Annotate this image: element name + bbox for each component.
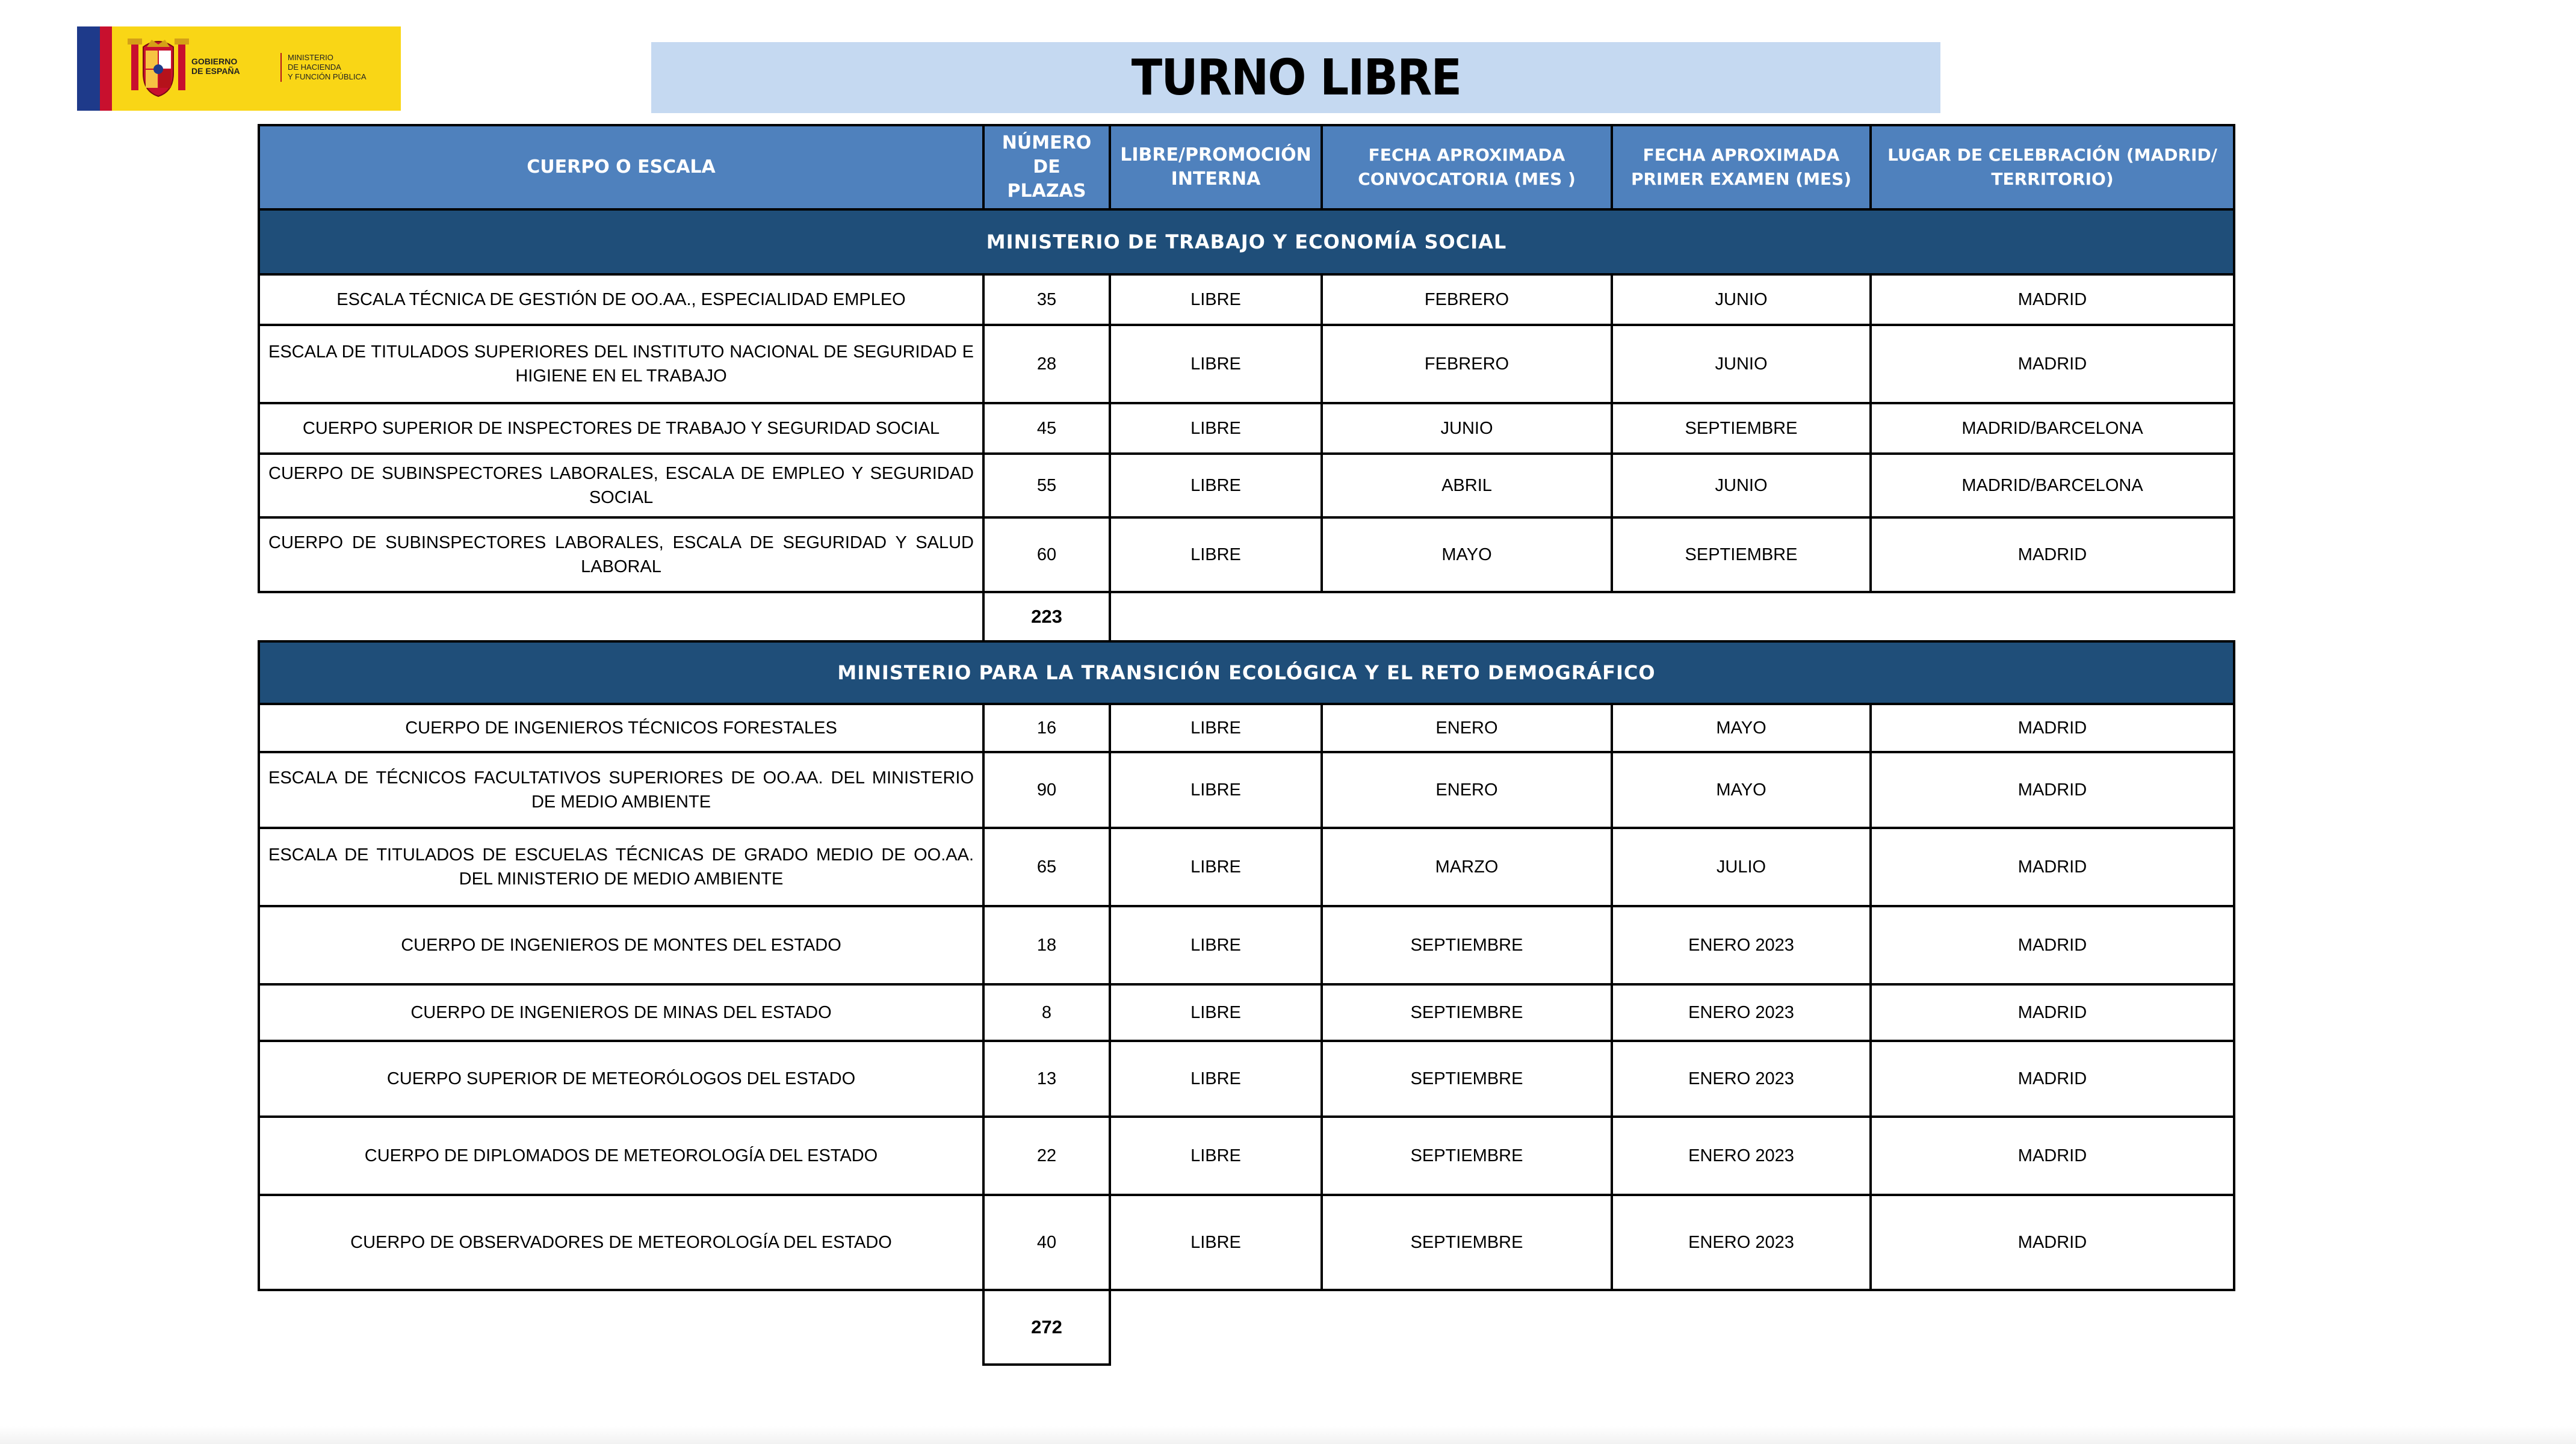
header-convocatoria: FECHA APROXIMADA CONVOCATORIA (MES ) [1322, 125, 1612, 209]
examen-cell: JUNIO [1612, 454, 1871, 517]
convocatoria-cell: SEPTIEMBRE [1322, 984, 1612, 1041]
lugar-cell: MADRID [1871, 1117, 2234, 1195]
examen-cell: JULIO [1612, 828, 1871, 906]
table-row [259, 1195, 2234, 1290]
convocatoria-cell: SEPTIEMBRE [1322, 1195, 1612, 1290]
convocatoria-cell: SEPTIEMBRE [1322, 1117, 1612, 1195]
spain-flag-stripe [100, 26, 112, 111]
header-libre: LIBRE/PROMOCIÓN INTERNA [1110, 125, 1322, 209]
plazas-cell: 65 [983, 828, 1110, 906]
lugar-cell: MADRID [1871, 906, 2234, 984]
libre-cell: LIBRE [1110, 517, 1322, 592]
lugar-cell: MADRID [1871, 1041, 2234, 1117]
cuerpo-cell: ESCALA TÉCNICA DE GESTIÓN DE OO.AA., ESPECIALIDAD EMPLEO [259, 274, 983, 325]
cuerpo-cell: CUERPO DE OBSERVADORES DE METEOROLOGÍA DEL ESTADO [259, 1195, 983, 1290]
cuerpo-cell: CUERPO DE SUBINSPECTORES LABORALES, ESCALA DE SEGURIDAD Y SALUD LABORAL [259, 517, 983, 592]
table-row [259, 906, 2234, 984]
header-cuerpo: CUERPO O ESCALA [259, 125, 983, 209]
plazas-cell: 22 [983, 1117, 1110, 1195]
section-header-row [259, 641, 2234, 704]
convocatoria-cell: MAYO [1322, 517, 1612, 592]
cuerpo-cell: ESCALA DE TITULADOS DE ESCUELAS TÉCNICAS DE GRADO MEDIO DE OO.AA. DEL MINISTERIO DE MEDIO AMBIENTE [259, 828, 983, 906]
lugar-cell: MADRID [1871, 1195, 2234, 1290]
libre-cell: LIBRE [1110, 1041, 1322, 1117]
convocatoria-cell: ABRIL [1322, 454, 1612, 517]
lugar-cell: MADRID [1871, 274, 2234, 325]
plazas-cell: 45 [983, 403, 1110, 454]
table-row [259, 1117, 2234, 1195]
plazas-cell: 18 [983, 906, 1110, 984]
cuerpo-cell: CUERPO DE INGENIEROS DE MINAS DEL ESTADO [259, 984, 983, 1041]
page-title: TURNO LIBRE [1131, 49, 1461, 106]
ministerio-label: MINISTERIO DE HACIENDA Y FUNCIÓN PÚBLICA [280, 53, 401, 82]
lugar-cell: MADRID [1871, 828, 2234, 906]
table-row [259, 1041, 2234, 1117]
plazas-cell: 13 [983, 1041, 1110, 1117]
convocatoria-cell: ENERO [1322, 704, 1612, 752]
total-row [259, 1290, 2234, 1365]
examen-cell: ENERO 2023 [1612, 984, 1871, 1041]
plazas-cell: 35 [983, 274, 1110, 325]
ministry-title: MINISTERIO DE TRABAJO Y ECONOMÍA SOCIAL [259, 209, 2234, 274]
gobierno-label: GOBIERNO DE ESPAÑA [191, 57, 240, 76]
total-plazas: 272 [983, 1290, 1110, 1365]
header-lugar: LUGAR DE CELEBRACIÓN (MADRID/ TERRITORIO) [1871, 125, 2234, 209]
page-title-banner [651, 42, 1940, 113]
cuerpo-cell: CUERPO DE DIPLOMADOS DE METEOROLOGÍA DEL ESTADO [259, 1117, 983, 1195]
table-row [259, 403, 2234, 454]
convocatoria-cell: JUNIO [1322, 403, 1612, 454]
lugar-cell: MADRID [1871, 325, 2234, 403]
examen-cell: ENERO 2023 [1612, 1117, 1871, 1195]
lugar-cell: MADRID/BARCELONA [1871, 403, 2234, 454]
cuerpo-cell: CUERPO SUPERIOR DE INSPECTORES DE TRABAJO Y SEGURIDAD SOCIAL [259, 403, 983, 454]
table-row [259, 274, 2234, 325]
plazas-cell: 60 [983, 517, 1110, 592]
libre-cell: LIBRE [1110, 828, 1322, 906]
lugar-cell: MADRID [1871, 517, 2234, 592]
cuerpo-cell: ESCALA DE TÉCNICOS FACULTATIVOS SUPERIORES DE OO.AA. DEL MINISTERIO DE MEDIO AMBIENTE [259, 752, 983, 828]
libre-cell: LIBRE [1110, 704, 1322, 752]
cuerpo-cell: ESCALA DE TITULADOS SUPERIORES DEL INSTITUTO NACIONAL DE SEGURIDAD E HIGIENE EN EL TRABAJO [259, 325, 983, 403]
libre-cell: LIBRE [1110, 906, 1322, 984]
examen-cell: ENERO 2023 [1612, 1195, 1871, 1290]
cuerpo-cell: CUERPO SUPERIOR DE METEORÓLOGOS DEL ESTADO [259, 1041, 983, 1117]
page-bottom-edge [0, 1426, 2576, 1444]
convocatoria-cell: SEPTIEMBRE [1322, 1041, 1612, 1117]
convocatoria-cell: SEPTIEMBRE [1322, 906, 1612, 984]
plazas-cell: 40 [983, 1195, 1110, 1290]
plazas-cell: 90 [983, 752, 1110, 828]
lugar-cell: MADRID [1871, 752, 2234, 828]
plazas-cell: 55 [983, 454, 1110, 517]
libre-cell: LIBRE [1110, 274, 1322, 325]
table-row [259, 704, 2234, 752]
examen-cell: SEPTIEMBRE [1612, 403, 1871, 454]
plazas-cell: 28 [983, 325, 1110, 403]
table-row [259, 325, 2234, 403]
examen-cell: ENERO 2023 [1612, 906, 1871, 984]
cuerpo-cell: CUERPO DE INGENIEROS TÉCNICOS FORESTALES [259, 704, 983, 752]
cuerpo-cell: CUERPO DE SUBINSPECTORES LABORALES, ESCALA DE EMPLEO Y SEGURIDAD SOCIAL [259, 454, 983, 517]
libre-cell: LIBRE [1110, 984, 1322, 1041]
table-row [259, 984, 2234, 1041]
libre-cell: LIBRE [1110, 325, 1322, 403]
libre-cell: LIBRE [1110, 403, 1322, 454]
plazas-table [258, 124, 2235, 1366]
convocatoria-cell: ENERO [1322, 752, 1612, 828]
section-header-row [259, 209, 2234, 274]
coat-of-arms-icon [125, 36, 191, 102]
table-row [259, 828, 2234, 906]
ministry-title: MINISTERIO PARA LA TRANSICIÓN ECOLÓGICA Y EL RETO DEMOGRÁFICO [259, 641, 2234, 704]
libre-cell: LIBRE [1110, 752, 1322, 828]
cuerpo-cell: CUERPO DE INGENIEROS DE MONTES DEL ESTADO [259, 906, 983, 984]
libre-cell: LIBRE [1110, 1117, 1322, 1195]
examen-cell: JUNIO [1612, 274, 1871, 325]
header-row [259, 125, 2234, 209]
examen-cell: MAYO [1612, 752, 1871, 828]
examen-cell: MAYO [1612, 704, 1871, 752]
lugar-cell: MADRID/BARCELONA [1871, 454, 2234, 517]
convocatoria-cell: FEBRERO [1322, 274, 1612, 325]
examen-cell: JUNIO [1612, 325, 1871, 403]
examen-cell: SEPTIEMBRE [1612, 517, 1871, 592]
table-row [259, 752, 2234, 828]
plazas-cell: 16 [983, 704, 1110, 752]
total-plazas: 223 [983, 592, 1110, 641]
header-plazas: NÚMERO DE PLAZAS [983, 125, 1110, 209]
examen-cell: ENERO 2023 [1612, 1041, 1871, 1117]
header-examen: FECHA APROXIMADA PRIMER EXAMEN (MES) [1612, 125, 1871, 209]
lugar-cell: MADRID [1871, 984, 2234, 1041]
eu-flag-stripe [77, 26, 100, 111]
table-row [259, 454, 2234, 517]
lugar-cell: MADRID [1871, 704, 2234, 752]
total-row [259, 592, 2234, 641]
convocatoria-cell: MARZO [1322, 828, 1612, 906]
libre-cell: LIBRE [1110, 1195, 1322, 1290]
convocatoria-cell: FEBRERO [1322, 325, 1612, 403]
government-logo [77, 26, 401, 111]
libre-cell: LIBRE [1110, 454, 1322, 517]
plazas-cell: 8 [983, 984, 1110, 1041]
table-row [259, 517, 2234, 592]
